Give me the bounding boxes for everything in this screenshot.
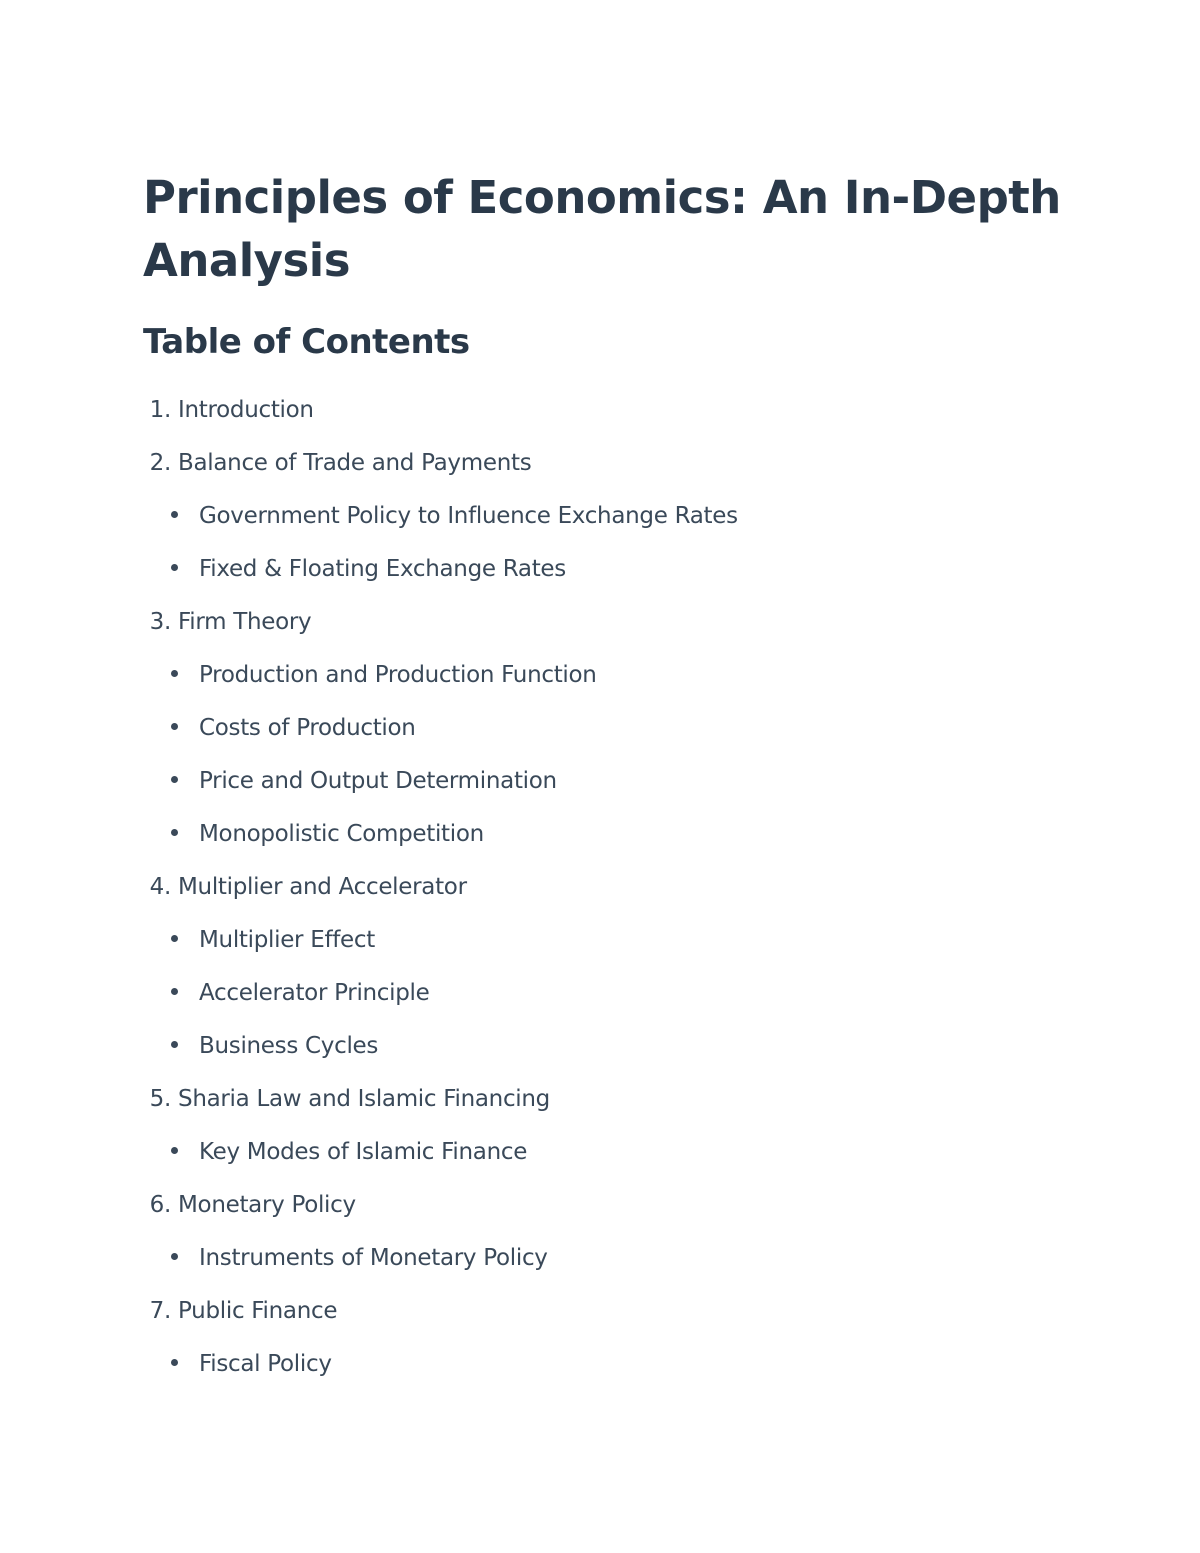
toc-subsection-label: Costs of Production <box>199 715 416 741</box>
toc-subsection-item[interactable] <box>143 1232 1063 1285</box>
table-of-contents <box>143 384 1063 1391</box>
toc-section-number: 7. <box>149 1298 171 1324</box>
toc-section-item[interactable] <box>143 1285 1063 1338</box>
toc-section-item[interactable] <box>143 384 1063 437</box>
bullet-icon <box>171 511 178 518</box>
toc-subsection-label: Business Cycles <box>199 1033 379 1059</box>
toc-subsection-item[interactable] <box>143 1126 1063 1179</box>
toc-section-number: 2. <box>149 450 171 476</box>
toc-subsection-item[interactable] <box>143 755 1063 808</box>
toc-subsection-label: Instruments of Monetary Policy <box>199 1245 548 1271</box>
toc-subsection-label: Key Modes of Islamic Finance <box>199 1139 528 1165</box>
toc-section-label: Firm Theory <box>178 609 312 635</box>
toc-section-number: 5. <box>149 1086 171 1112</box>
bullet-icon <box>171 988 178 995</box>
toc-section-label: Introduction <box>178 397 314 423</box>
bullet-icon <box>171 776 178 783</box>
toc-subsection-item[interactable] <box>143 702 1063 755</box>
toc-heading: Table of Contents <box>143 322 470 362</box>
toc-subsection-item[interactable] <box>143 1338 1063 1391</box>
bullet-icon <box>171 723 178 730</box>
toc-subsection-label: Fixed & Floating Exchange Rates <box>199 556 566 582</box>
toc-section-label: Public Finance <box>178 1298 338 1324</box>
toc-subsection-item[interactable] <box>143 543 1063 596</box>
bullet-icon <box>171 564 178 571</box>
toc-section-label: Multiplier and Accelerator <box>178 874 467 900</box>
toc-subsection-item[interactable] <box>143 914 1063 967</box>
toc-section-number: 6. <box>149 1192 171 1218</box>
bullet-icon <box>171 1359 178 1366</box>
toc-subsection-item[interactable] <box>143 808 1063 861</box>
toc-section-item[interactable] <box>143 437 1063 490</box>
toc-section-item[interactable] <box>143 596 1063 649</box>
toc-section-number: 3. <box>149 609 171 635</box>
toc-subsection-item[interactable] <box>143 490 1063 543</box>
toc-section-number: 1. <box>149 397 171 423</box>
toc-section-label: Monetary Policy <box>178 1192 356 1218</box>
bullet-icon <box>171 829 178 836</box>
bullet-icon <box>171 670 178 677</box>
toc-section-item[interactable] <box>143 861 1063 914</box>
toc-subsection-label: Accelerator Principle <box>199 980 430 1006</box>
toc-section-number: 4. <box>149 874 171 900</box>
bullet-icon <box>171 1041 178 1048</box>
toc-section-item[interactable] <box>143 1073 1063 1126</box>
toc-subsection-label: Price and Output Determination <box>199 768 557 794</box>
toc-subsection-item[interactable] <box>143 649 1063 702</box>
toc-subsection-label: Production and Production Function <box>199 662 597 688</box>
toc-subsection-label: Government Policy to Influence Exchange Rates <box>199 503 738 529</box>
toc-subsection-item[interactable] <box>143 967 1063 1020</box>
toc-subsection-label: Monopolistic Competition <box>199 821 484 847</box>
document-page <box>143 166 1063 1391</box>
bullet-icon <box>171 1147 178 1154</box>
bullet-icon <box>171 935 178 942</box>
toc-section-label: Balance of Trade and Payments <box>178 450 532 476</box>
toc-section-label: Sharia Law and Islamic Financing <box>178 1086 550 1112</box>
toc-subsection-label: Fiscal Policy <box>199 1351 332 1377</box>
toc-subsection-label: Multiplier Effect <box>199 927 375 953</box>
bullet-icon <box>171 1253 178 1260</box>
document-title: Principles of Economics: An In-Depth Analysis <box>143 171 1061 287</box>
toc-subsection-item[interactable] <box>143 1020 1063 1073</box>
toc-section-item[interactable] <box>143 1179 1063 1232</box>
